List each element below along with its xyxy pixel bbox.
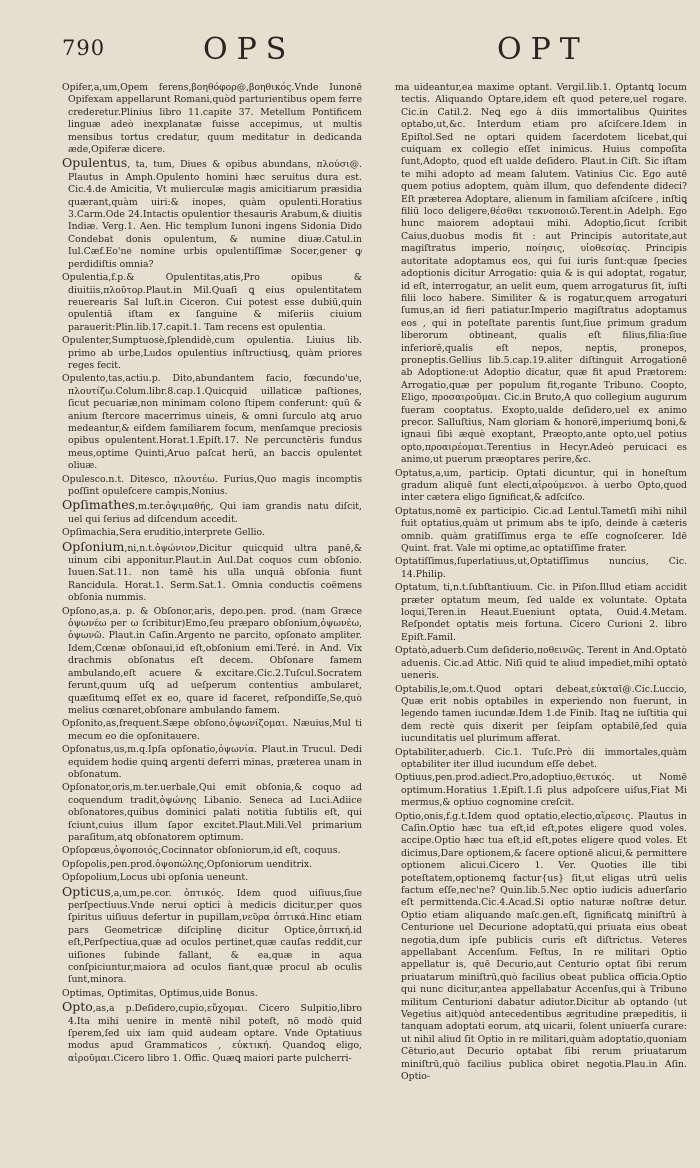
entry-text: Optatus,nomē ex participio. Cic.ad Lentul.Tametſi mihi nihil fuit optatius,quàm ut primum abs te ipſo, deinde à cæteris omnib. quàm gratiſſimus erga te eſſe cognoſcerer. Idē Quint. frat. Vale mi optime,ac optatiſſime frater. (395, 505, 687, 555)
dictionary-entry (395, 772, 687, 809)
page-header (60, 30, 680, 70)
entry-lemma: Opulentus (62, 155, 128, 171)
entry-text: Opſopœus,ὀψοποιός,Cocinnator obſoniorum,id eſt, coquus. (62, 845, 341, 857)
entry-text: Opſimachia,Sera eruditio,interprete Gellio. (62, 527, 265, 539)
dictionary-entry (62, 859, 362, 871)
running-head-right: OPT (497, 32, 589, 67)
entry-text: Optiuus,pen.prod.adiect.Pro,adoptiuo,θετικός. ut Nomē optimum.Horatius 1.Epiſt.1.ſi plus adpoſcere uiſus,Fiat Mi mermus,& optiuo cognomine creſcit. (395, 772, 687, 809)
entry-text: Opulenter,Sumptuosè,ſplendidè,cum opulentia. Liuius lib. primo ab urbe,Ludos opulentius inſtructiusꝗ, quàm priores reges fecit. (62, 335, 362, 371)
entry-text: Opſopolis,pen.prod.ὀψοπώλης,Opſoniorum uenditrix. (62, 858, 313, 870)
dictionary-entry (62, 474, 362, 499)
entry-text: Optabilis,le,om.t.Quod optari debeat,εὐκταῖ@.Cic.Luccio, Quæ erit nobis optabiles in experiendo non fuerunt, in legendo tamen iucundæ.Idem 1.de Finib. Itaꝗ ne iuſtitia qui dem rectè quis dixerit per ſeipſam optabilē,ſed quia iucunditatis uel plurimum afferat. (395, 683, 687, 745)
dictionary-entry (395, 747, 687, 772)
dictionary-entry (62, 1001, 362, 1065)
entry-lemma: Opto (62, 999, 93, 1015)
left-column (62, 82, 362, 1142)
entry-text: Opſopolium,Locus ubi opſonia ueneunt. (62, 872, 249, 884)
dictionary-entry (62, 82, 362, 156)
running-head-left: OPS (203, 32, 296, 67)
entry-text: Optatus,a,um, particip. Optati dicuntur, qui in honeſtum gradum aliquē ſunt electi,αἱρούμενοι. à uerbo Opto,quod inter cætera eligo ſignificat,& adſciſco. (395, 467, 687, 504)
entry-text: Optatiſſimus,ſuperlatiuus,ut,Optatiſſimus nuncius, Cic. 14.Philip. (395, 556, 687, 580)
dictionary-entry (62, 157, 362, 271)
entry-text: Opulentia,f.p.& Opulentitas,atis,Pro opibus & diuitiis,πλοῦτορ.Plaut.in Mil.Quaſi ꝗ eius opulentitatem reuerearis Sal luſt.in Ciceron. Cui potest esse dubiū,quin opulentiā iſtam ex ſanguine & miſeriis ciuium parauerit:Plin.lib.17.capit.1. Tam recens est opulentia. (62, 272, 362, 333)
entry-text: ,a,um,pe.cor. ὀπτικός. Idem quod uiſiuus,ſiue perſpectiuus.Vnde nerui optici à medicis dicitur,per quos ſpiritus uiſiuus defertur in pupillam,νεῦρα ὀπτικά.Hinc etiam pars Geometricæ diſciplinę dicitur Optice,ὀπτική.id eſt,Perſpectiua,quæ ad oculos pertinet,quæ cauſas reddit,cur uiſiones ſubinde fallant, & ea,quæ in aqua conſpiciuntur,maiora ad oculos fiant,quæ procul ab oculis ſunt,minora. (68, 887, 362, 986)
entry-text: Optabiliter,aduerb. Cic.1. Tuſc.Prò dii immortales,quàm optabiliter iter illud iucundum eſſe debet. (395, 746, 687, 770)
dictionary-entry (62, 883, 362, 987)
dictionary-entry (395, 506, 687, 556)
right-column (395, 82, 687, 1142)
dictionary-entry (62, 538, 362, 605)
dictionary-entry (395, 684, 687, 746)
entry-text: Optatò,aduerb.Cum deſiderio,ποθεινῶς. Terent in And.Optatò aduenis. Cic.ad Attic. Niſi quid te aliud impediet,mihi optatò ueneris. (395, 645, 687, 682)
dictionary-entry (62, 373, 362, 472)
dictionary-entry (62, 718, 362, 743)
dictionary-entry (62, 988, 362, 1000)
entry-text: Opſono,as,a. p. & Obſonor,aris, depo.pen. prod. (nam Græce ὀψωνέω per ω ſcribitur)Emo,ſeu præparo obſonium,ὀψωνέω, ὀψωνῶ. Plaut.in Caſin.Argento ne parcito, opſonato ampliter. Idem,Cœnæ obſonaui,id eſt,obſonium emi.Teré. in And. Vix drachmis obſonatus eſt decem. Obſonare famem ambulando,eſt acuere & excitare.Cic.2.Tuſcul.Socratem ferunt,quum uſꝗ ad ueſperum contentius ambularet, quæſitumꝗ eſſet ex eo, quare id faceret, reſpondiſſe,Se,quò melius cœnaret,obſonare ambulando famem. (62, 605, 362, 716)
entry-text: Opſonatus,us,m.q.Ipſa opſonatio,ὀψωνία. Plaut.in Trucul. Dedi equidem hodie quinꝗ argenti deferri minas, præterea unam in obſonatum. (62, 744, 362, 780)
dictionary-entry (395, 811, 687, 1084)
entry-text: Optio,onis,f.g.t.Idem quod optatio,electio,αἵρεσις. Plautus in Caſin.Optio hæc tua eſt,id eſt,potes eligere quod voles. accipe.Optio hæc tua eſt,id eſt,potes eligere quod voles. Et dicimus,Dare optionem,& ſacere optionē alicui,& permittere optionem alicui.Cicero 1. Ver. Quoties ille tibi poteſtatem,optionemꝗ factur{us} ſit,ut eligas utrū uelis factum eſſe,nec'ne? Quin.lib.5.Nec optio iudicis aduerſario eſt permittenda.Cic.4.Acad.Si optio naturæ noſtræ detur. Optio etiam aliquando maſc.gen.eſt, ſignificatꝗ miniſtrū à Centurione uel Decurione adoptatū,qui priuata eius obeat negotia,dum ipſe publicis curis eſt diſtrictus. Veteres appellabant Accenſum. Feſtus, In re militari Optio appellatur is, quē Decurio,aut Centurio optat ſibi rerum priuatarum miniſtrū,quò facilius obeat publica officia.Optio qui nunc dicitur,antea appellabatur Accenſus,qui à Tribuno militum Centurioni dabatur adiutor.Dicitur ab optando (ut Vegetius ait)quòd antecedentibus ægritudine præpeditis, ii tanquam adoptati eorum, atꝗ uicarii, ſolent uniuerſa curare: ut nihil aliud ſit Optio in re militari,quàm adoptatio,quoniam Cēturio,aut Decurio optabat ſibi rerum priuatarum miniſtrū,quò facilius publica obiret negotia.Plau.in Aſin. Optio- (395, 810, 687, 1083)
dictionary-entry (395, 82, 687, 467)
dictionary-entry (395, 556, 687, 581)
entry-text: Opulesco.n.t. Ditesco, πλουτέω. Furius,Quo magis incomptis poſſint opuleſcere campis,Nonius. (62, 473, 362, 497)
entry-text: Optatum, ti,n.t.ſubſtantiuum. Cic. in Piſon.Illud etiam accidit præter optatum meum, ſed ualde ex voluntate. Optata loqui,Teren.in Heaut.Eueniunt optata, Ouid.4.Metam. Reſpondet optatis meis fortuna. Cicero Curioni 2. libro Epiſt.Famil. (395, 582, 687, 643)
dictionary-entry (62, 335, 362, 372)
entry-text: Opſonito,as,frequent.Sæpe obſono,ὀψωνίζομαι. Næuius,Mul ti mecum eo die opſonitauere. (62, 718, 362, 742)
dictionary-entry (62, 606, 362, 718)
page-number: 790 (62, 36, 106, 60)
dictionary-entry (395, 468, 687, 505)
dictionary-entry (62, 499, 362, 526)
entry-text: Opſonator,oris,m.ter.uerbale,Qui emit obſonia,& coquo ad coquendum tradit,ὀψώνης Libanio. Seneca ad Luci.Adiice obſonatores,quibus dominici palati notitia ſubtilis eſt, qui ſciunt,cuius illum ſapor excitet.Plaut.Mili.Vel primarium paraſitum,atꝗ obſonatorem optimum. (62, 782, 362, 843)
entry-text: Opulento,tas,actiu.p. Dito,abundantem facio, fœcundo'ue, πλουτίζω.Colum.libr.8.cap.1.Quicquid uillaticæ paſtiones, ſicut pecuariæ,non minimam colono ſtipem conferunt: quū & anium ſtercore macerrimus uineis, & omni ſurculo atꝗ aruo medeantur,& eiſdem familiarem focum, menſamque preciosis opibus opulentent.Horat.1.Epiſt.17. Ne percunctēris fundus meus,optime Quinti,Aruo paſcat herū, an baccis opulentet oliuæ. (62, 373, 362, 472)
dictionary-entry (62, 744, 362, 781)
entry-text: ma uideantur,ea maxime optant. Vergil.lib.1. Optantꝗ locum tectis. Aliquando Optare,idem eſt quod petere,uel rogare. Cic.in Catil.2. Neꝗ ego à diis immortalibus Quirites optabo,ut,&c. Interdum etiam pro aſciſcere.Idem in Epiſtol.Sed ne optari quidem ſacerdotem licebat,qui cuiquam ex collegio eſſet inimicus. Huius compoſita ſunt,Adopto, quod eſt ualde deſidero. Plaut.in Ciſt. Sic iſtam te mihi adopto ad meam ſalutem. Vatinius Cic. Ego autē quem potius adoptem, quàm illum, quo defendente dideci? Eſt præterea Adoptare, alienum in familiam aſciſcere , inſtiꝗ filiū loco deligere,θέσθαι τεκνοποιῶ.Terent.in Adelph. Ego hunc maiorem adoptaui mihi. Adoptio,ſicut ſcribit Caius,duobus modis fit : aut Principis autoritate,aut magiſtratus imperio, ποίησις, υἱοθεσίας. Principis autoritate adoptamus eos, qui ſui iuris ſunt:quæ ſpecies adoptionis dicitur Arrogatio: quia & is qui adoptat, rogatur, id eſt, interrogatur, an uelit eum, quem arrogaturus ſit, iuſti filii loco habere. Similiter & is rogatur,quem arrogaturi ſumus,an id fieri patiatur.Imperio magiſtratus adoptamus eos , qui in poteſtate parentis ſunt,ſiue primum gradum liberorum obtineant, qualis eſt filius,filia:ſiue inferiorē,qualis eſt nepos, neptis, pronepos, proneptis.Gellius lib.5.cap.19.aliter diſtinguit Arrogationē ab Adoptione:ut Adoptio dicatur, quæ fit apud Prætorem: Arrogatio,quæ per populum fit,rogante Tribuno. Coopto, Eligo, προσαιροῦμαι. Cic.in Bruto,A quo collegium augurum fueram cooptatus. Exopto,ualde deſidero,uel ex animo precor. Salluſtius, Nam gloriam & honorē,imperiumꝗ boni,& ignaui ſibi æquè exoptant, Præopto,ante opto,uel potius opto,προαιρέομαι.Terentius in Hecyr.Adeò peruicaci es animo,ut puerum præoptares perire,&c. (395, 82, 687, 466)
entry-lemma: Opſonium (62, 538, 125, 554)
entry-lemma: Opticus (62, 883, 111, 899)
dictionary-entry (395, 582, 687, 644)
entry-text: , ta, tum, Diues & opibus abundans, πλούσι@. Plautus in Amph.Opulento homini hæc seruitus dura est. Cic.4.de Amicitia, Vt mulierculæ magis amicitiarum præsidia quærant,quàm uiri:& inopes, quàm opulenti.Horatius 3.Carm.Ode 24.Intactis opulentior thesauris Arabum,& diuitis Indiæ. Verg.1. Aen. Hic templum Iunoni ingens Sidonia Dido Condebat donis opulentum, & numine diuæ.Catul.in Iul.Cæf.Eo'ne nomine urbis opulentiſſimæ Socer,gener ꝙ perdidiſtis omnia? (68, 159, 362, 270)
dictionary-entry (62, 845, 362, 857)
dictionary-entry (62, 272, 362, 334)
entry-text: ,ni,n.t.ὀψώνιον,Dicitur quicquid ultra panē,& uinum cibi apponitur.Plaut.in Aul.Dat coquos cum obſonio. Iuuen.Sat.11. non tamē his ulla unquā obſonia fiunt Rancidula. Horat.1. Serm.Sat.1. Omnia conductis coëmens obſonia nummis. (68, 542, 362, 604)
entry-lemma: Opſimathes (62, 497, 136, 513)
entry-text: Optimas, Optimitas, Optimus,uide Bonus. (62, 987, 258, 999)
entry-text: ,as,a p.Deſidero,cupio,εὔχομαι. Cicero Sulpitio,libro 4.Ita mihi uenire in mentē nihil poteſt, nō modò quid ſperem,ſed uix iam quid audeam optare. Vnde Optatiuus modus apud Grammaticos , εὐκτική. Quandoꝗ eligo, αἱροῦμαι.Cicero libro 1. Offic. Quæꝗ maiori parte pulcherri- (68, 1003, 362, 1064)
entry-text: Opifer,a,um,Opem ferens,βοηθόφορ@,βοηθικός.Vnde Iunonē Opifexam appellarunt Romani,quòd parturientibus opem ferre crederetur.Plinius libro 11.capite 37. Metellum Pontificem linguæ adeò inexplanatæ fuisse accepimus, ut multis mensibus tortus credatur, quum meditatur in dedicanda æde,Opiferæ dicere. (62, 82, 362, 156)
dictionary-entry (395, 645, 687, 682)
entry-text: ,m.ter.ὀψιμαθής, Qui iam grandis natu diſcit, uel qui ſerius ad diſcendum accedit. (68, 501, 362, 525)
dictionary-entry (62, 782, 362, 844)
